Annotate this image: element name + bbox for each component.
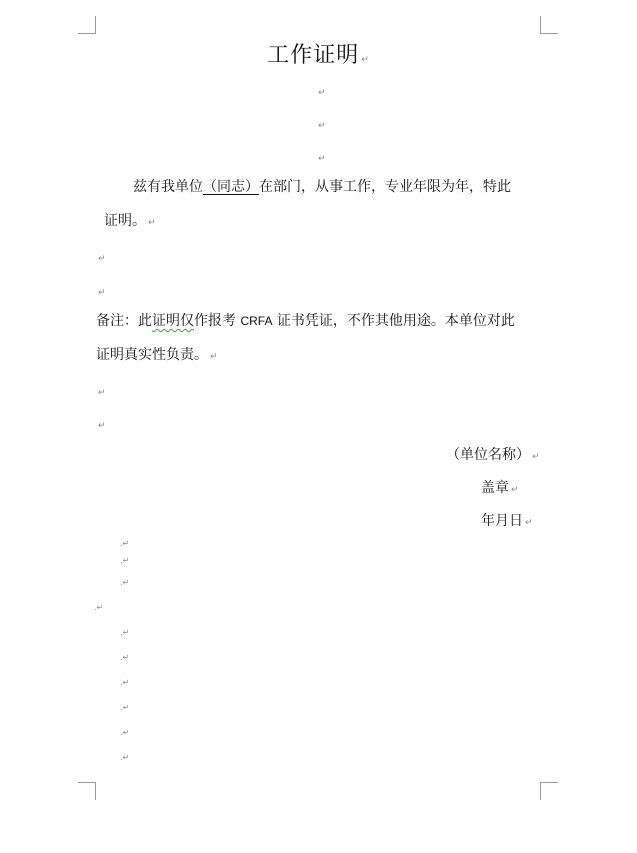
- small-paragraph-mark-icon: .↵: [120, 628, 130, 637]
- small-paragraph-mark-icon: .↵: [120, 728, 130, 737]
- empty-paragraph[interactable]: [316, 80, 326, 99]
- small-paragraph-mark-icon: .↵: [120, 653, 130, 662]
- empty-paragraph[interactable]: [96, 246, 106, 265]
- signature-unit-name[interactable]: [446, 444, 540, 464]
- paragraph-text: 兹有我单位: [133, 179, 203, 195]
- paragraph-mark-icon: ↵: [511, 485, 519, 495]
- grammar-flagged-text: 证明仅: [152, 313, 194, 329]
- small-paragraph-mark-icon: .↵: [120, 678, 130, 687]
- paragraph-text: 证明。: [104, 213, 146, 229]
- paragraph-mark-icon: ↵: [361, 55, 370, 65]
- paragraph-mark-icon: ↵: [318, 88, 326, 98]
- crop-mark-top-right: [540, 16, 558, 34]
- certificate-paragraph-line2[interactable]: [104, 210, 156, 230]
- paragraph-mark-icon: ↵: [318, 154, 326, 164]
- title-text: 工作证明: [267, 43, 360, 68]
- empty-paragraph[interactable]: [316, 113, 326, 132]
- small-paragraph-mark-icon: .↵: [120, 578, 130, 587]
- small-paragraph-mark-icon: .↵: [120, 703, 130, 712]
- empty-paragraph[interactable]: [96, 280, 106, 299]
- paragraph-mark-icon: ↵: [98, 421, 106, 431]
- crop-mark-bottom-right: [540, 782, 558, 800]
- crop-mark-bottom-left: [78, 782, 96, 800]
- empty-paragraph[interactable]: [96, 380, 106, 399]
- paragraph-mark-icon: ↵: [210, 352, 218, 362]
- date-text: 年月日: [481, 513, 523, 529]
- paragraph-mark-icon: ↵: [532, 452, 540, 462]
- paragraph-mark-icon: ↵: [525, 518, 533, 528]
- document-title[interactable]: [0, 38, 637, 69]
- paragraph-text: 在部门，从事工作，专业年限为年，特此: [259, 179, 511, 195]
- small-paragraph-mark-icon: .↵: [120, 539, 130, 548]
- certificate-paragraph-line1[interactable]: [133, 176, 511, 196]
- note-paragraph-line2[interactable]: [96, 344, 218, 364]
- paragraph-mark-icon: ↵: [98, 388, 106, 398]
- note-paragraph-line1[interactable]: [96, 310, 515, 330]
- note-text-latin: CRFA: [240, 314, 273, 328]
- comrade-field: （同志）: [203, 179, 259, 195]
- seal-text: 盖章: [481, 480, 509, 496]
- note-text: 证书凭证，不作其他用途。本单位对此: [272, 313, 515, 329]
- small-paragraph-mark-icon: .↵: [120, 753, 130, 762]
- note-text: 备注：此: [96, 313, 152, 329]
- small-paragraph-mark-icon: .↵: [120, 556, 130, 565]
- unit-name-text: （单位名称）: [446, 447, 530, 463]
- crop-mark-top-left: [78, 16, 96, 34]
- note-text: 证明真实性负责。: [96, 347, 208, 363]
- paragraph-mark-icon: ↵: [98, 254, 106, 264]
- empty-paragraph[interactable]: [96, 413, 106, 432]
- note-text: 作报考: [194, 313, 241, 329]
- small-paragraph-mark-icon: .↵: [94, 603, 104, 612]
- signature-date[interactable]: [481, 510, 533, 530]
- paragraph-mark-icon: ↵: [318, 121, 326, 131]
- paragraph-mark-icon: ↵: [148, 218, 156, 228]
- empty-paragraph[interactable]: [316, 146, 326, 165]
- signature-seal[interactable]: [481, 477, 519, 497]
- paragraph-mark-icon: ↵: [98, 288, 106, 298]
